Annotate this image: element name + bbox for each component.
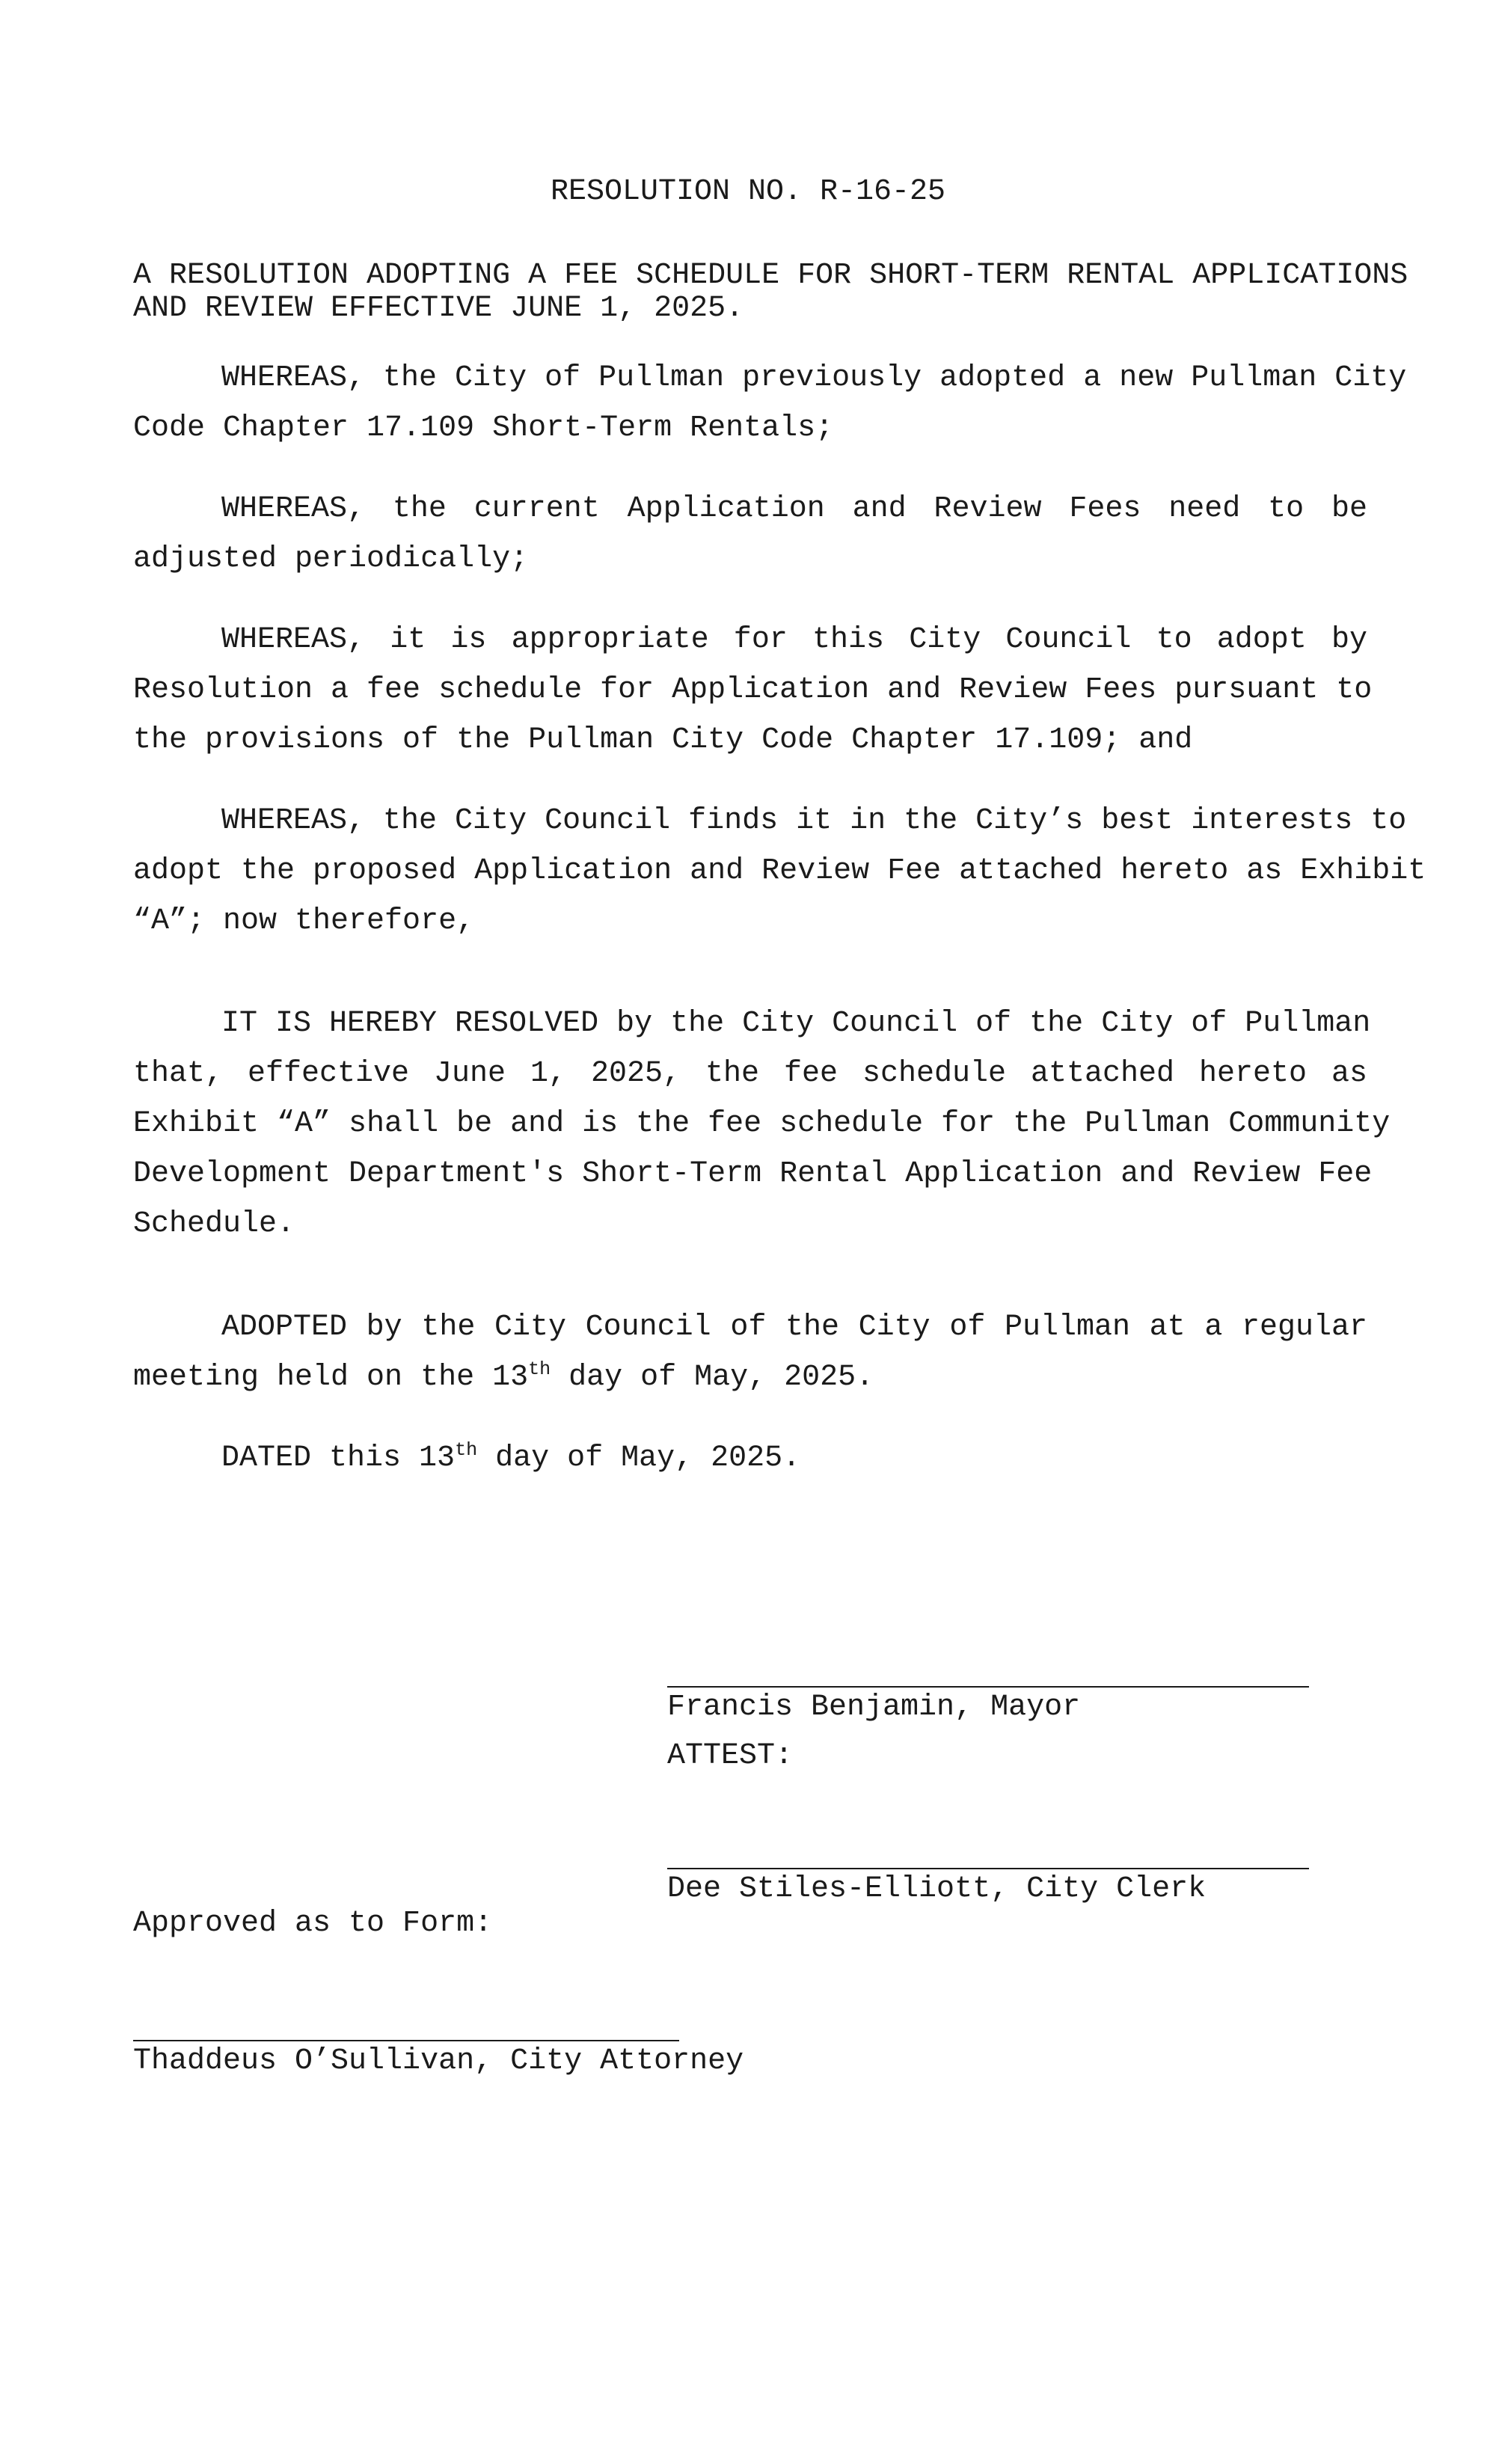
paragraph-line: ADOPTED by the City Council of the City of Pullman at a regular [221,1311,1367,1344]
resolution-title: RESOLUTION NO. R-16-25 [550,175,946,209]
attorney-name: Thaddeus O’Sullivan, City Attorney [133,2044,744,2078]
paragraph-line: WHEREAS, the City of Pullman previously adopted a new Pullman City [221,361,1407,395]
dated-text-before: DATED this 13 [221,1441,456,1475]
paragraph-line: that, effective June 1, 2025, the fee schedule attached hereto as [133,1057,1367,1091]
attorney-signature-line [133,2040,679,2041]
paragraph-line: WHEREAS, the current Application and Review Fees need to be [221,492,1367,526]
paragraph-line: the provisions of the Pullman City Code Chapter 17.109; and [133,723,1193,757]
paragraph-line: “A”; now therefore, [133,904,475,938]
dated-text-after: day of May, 2025. [477,1441,801,1475]
paragraph-line: WHEREAS, it is appropriate for this City Council to adopt by [221,623,1367,657]
resolution-caption [133,259,1408,325]
paragraph-line: Resolution a fee schedule for Application and Review Fees pursuant to [133,673,1373,707]
whereas-paragraph-1 [133,353,1407,453]
approved-as-to-form-label: Approved as to Form: [133,1907,493,1940]
paragraph-line: adopt the proposed Application and Review Fee attached hereto as Exhibit [133,854,1426,888]
mayor-signature-line [667,1686,1309,1688]
clerk-name: Dee Stiles-Elliott, City Clerk [667,1872,1207,1906]
caption-line: AND REVIEW EFFECTIVE JUNE 1, 2025. [133,292,744,325]
mayor-name: Francis Benjamin, Mayor [667,1691,1081,1724]
whereas-paragraph-3 [133,615,1373,765]
paragraph-line: adjusted periodically; [133,542,529,576]
attest-label: ATTEST: [667,1739,794,1773]
paragraph-line [133,1352,1367,1403]
ordinal-suffix: th [528,1358,551,1380]
adopted-text-after: day of May, 2025. [551,1361,874,1394]
paragraph-line: Code Chapter 17.109 Short-Term Rentals; [133,411,834,445]
paragraph-line: IT IS HEREBY RESOLVED by the City Council of the City of Pullman [221,1007,1371,1041]
paragraph-line: Schedule. [133,1207,295,1241]
clerk-signature-line [667,1868,1309,1869]
adopted-paragraph [133,1302,1367,1403]
ordinal-suffix: th [455,1439,478,1461]
caption-line: A RESOLUTION ADOPTING A FEE SCHEDULE FOR SHORT-TERM RENTAL APPLICATIONS [133,259,1408,292]
paragraph-line: Development Department's Short-Term Rental Application and Review Fee [133,1157,1373,1191]
resolved-paragraph [133,999,1391,1249]
paragraph-line: Exhibit “A” shall be and is the fee schedule for the Pullman Community [133,1107,1391,1141]
paragraph-line: WHEREAS, the City Council finds it in the City’s best interests to [221,804,1407,838]
paragraph-line [133,1433,1367,1483]
whereas-paragraph-2 [133,484,1367,584]
adopted-text-before: meeting held on the 13 [133,1361,529,1394]
whereas-paragraph-4 [133,796,1426,946]
dated-paragraph [133,1433,1367,1483]
